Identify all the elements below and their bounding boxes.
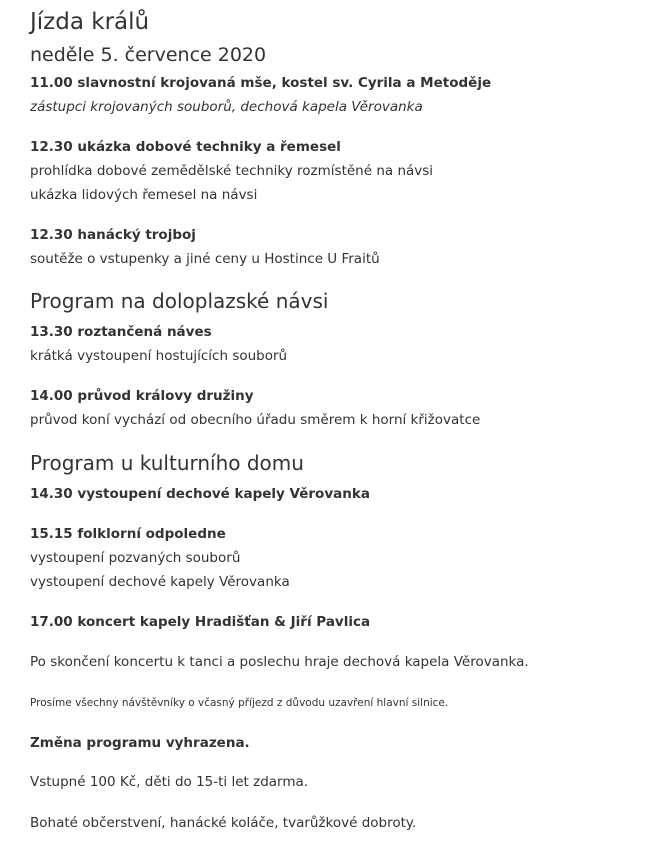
event-date: neděle 5. července 2020 xyxy=(30,44,267,66)
program-item-line: vystoupení dechové kapely Věrovanka xyxy=(30,574,290,590)
page-title: Jízda králů xyxy=(30,9,150,35)
section-heading: Program na doloplazské návsi xyxy=(30,289,329,313)
admission-info: Vstupné 100 Kč, děti do 15-ti let zdarma. xyxy=(30,774,309,790)
program-item-line: vystoupení pozvaných souborů xyxy=(30,550,241,566)
road-notice: Prosíme všechny návštěvníky o včasný příjezd z důvodu uzavření hlavní silnice. xyxy=(30,697,449,709)
program-item-title: 13.30 roztančená náves xyxy=(30,324,212,340)
program-item-line: ukázka lidových řemesel na návsi xyxy=(30,187,258,203)
program-item-title: 15.15 folklorní odpoledne xyxy=(30,526,226,542)
change-notice: Změna programu vyhrazena. xyxy=(30,735,250,751)
program-item-line: průvod koní vychází od obecního úřadu směrem k horní křižovatce xyxy=(30,412,481,428)
program-item-line: prohlídka dobové zemědělské techniky rozmístěné na návsi xyxy=(30,163,434,179)
program-item-line: krátká vystoupení hostujících souborů xyxy=(30,348,288,364)
program-item-title: 17.00 koncert kapely Hradišťan & Jiří Pavlica xyxy=(30,614,371,630)
section-heading: Program u kulturního domu xyxy=(30,451,304,475)
program-item-title: 12.30 hanácký trojboj xyxy=(30,227,196,243)
program-item-title: 12.30 ukázka dobové techniky a řemesel xyxy=(30,139,341,155)
program-item-title: 14.00 průvod královy družiny xyxy=(30,388,254,404)
refreshments-info: Bohaté občerstvení, hanácké koláče, tvarůžkové dobroty. xyxy=(30,815,417,831)
program-item-line: zástupci krojovaných souborů, dechová kapela Věrovanka xyxy=(30,99,423,115)
after-concert-note: Po skončení koncertu k tanci a poslechu hraje dechová kapela Věrovanka. xyxy=(30,654,529,670)
program-item-title: 11.00 slavnostní krojovaná mše, kostel sv. Cyrila a Metoděje xyxy=(30,75,492,91)
program-item-title: 14.30 vystoupení dechové kapely Věrovanka xyxy=(30,486,370,502)
program-item-line: soutěže o vstupenky a jiné ceny u Hostince U Fraitů xyxy=(30,251,380,267)
